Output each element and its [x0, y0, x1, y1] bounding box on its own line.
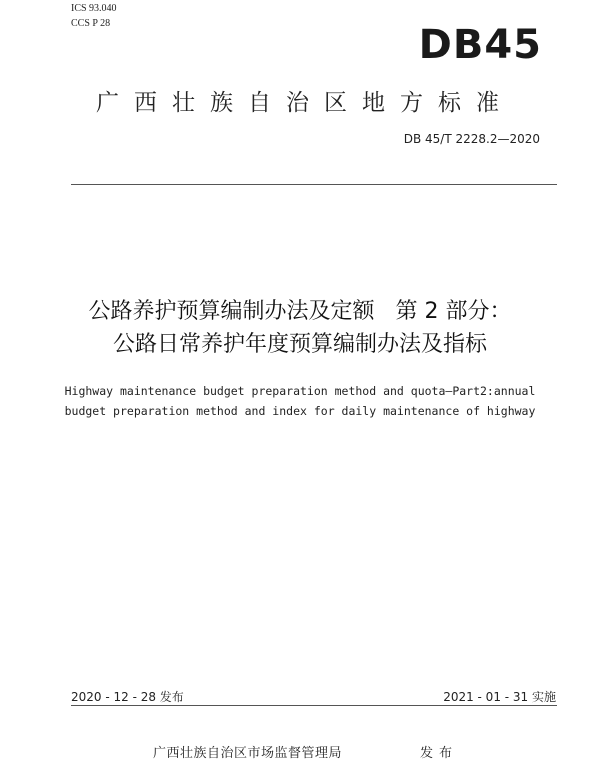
chinese-title-line-1: 公路养护预算编制办法及定额 第 2 部分：	[88, 299, 512, 324]
implementation-date: 2021 - 01 - 31 实施	[443, 690, 556, 704]
english-title-line-1: Highway maintenance budget preparation method and quota—Part2:annual	[64, 384, 536, 398]
bottom-divider	[71, 705, 557, 706]
publish-label: 发布	[420, 746, 459, 761]
standard-category-title: 广西壮族自治区地方标准	[96, 90, 514, 116]
issue-date: 2020 - 12 - 28 发布	[71, 690, 184, 704]
standard-number: DB 45/T 2228.2—2020	[403, 132, 540, 146]
chinese-title-line-2: 公路日常养护年度预算编制办法及指标	[112, 332, 487, 357]
ics-code: ICS 93.040	[71, 3, 117, 14]
top-divider	[71, 184, 557, 185]
english-title-line-2: budget preparation method and index for daily maintenance of highway	[64, 404, 536, 418]
publisher-name: 广西壮族自治区市场监督管理局	[153, 746, 343, 761]
db45-logo: DB45	[418, 22, 542, 68]
classification-codes	[71, 1, 117, 31]
ccs-code: CCS P 28	[71, 18, 111, 29]
